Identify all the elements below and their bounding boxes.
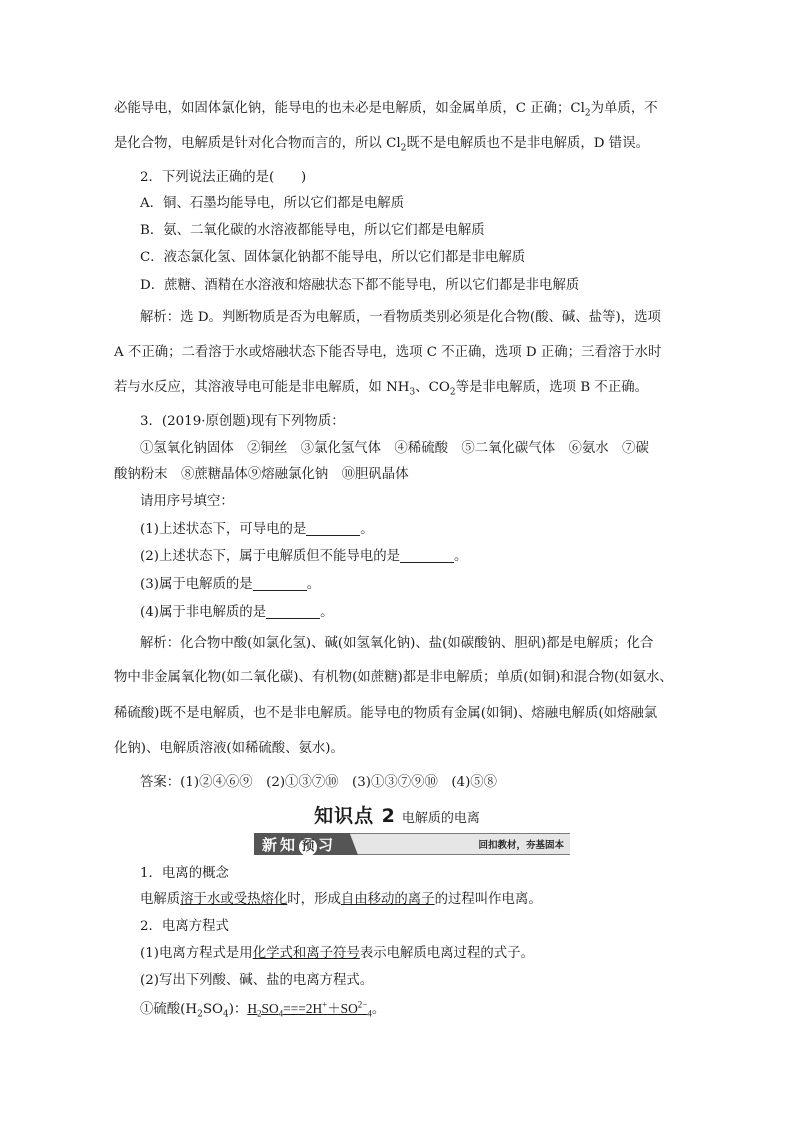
banner-tag-text: 新知 预 习	[262, 836, 337, 854]
banner-subtitle: 回扣教材，夯基固本	[478, 840, 564, 851]
text-line: 必能导电，如固体氯化钠，能导电的也未必是电解质，如金属单质，C 正确；$Cl_2$为单质，不	[114, 101, 658, 119]
question-3-items: 酸钠粉末 ⑧蔗糖晶体⑨熔融氯化钠 ⑩胆矾晶体	[114, 467, 409, 482]
analysis-3-line: 物中非金属氧化物(如二氧化碳)、有机物(如蔗糖)都是非电解质；单质(如铜)和混合物(如氨水、	[114, 670, 673, 685]
question-2: 2．下列说法正确的是( )	[140, 170, 307, 185]
knowledge-point-number: 知识点 2	[314, 805, 396, 827]
subquestion-1: (1)上述状态下，可导电的是 。	[140, 522, 374, 537]
text-line: 是化合物，电解质是针对化合物而言的，所以 $Cl_2$既不是电解质也不是非电解质，D 错误。	[114, 136, 649, 154]
option-d: D．蔗糖、酒精在水溶液和熔融状态下都不能导电，所以它们都是非电解质	[140, 278, 580, 293]
analysis-3-line: 解析：化合物中酸(如氯化氢)、碱(如氢氧化钠)、盐(如碳酸钠、胆矾)都是电解质；化合	[140, 636, 654, 651]
analysis-2-line: 若与水反应，其溶液导电可能是非电解质，如 $NH_3$、$CO_2$等是非电解质，选项 B 不正确。	[114, 380, 648, 398]
knowledge-point-heading	[0, 801, 794, 828]
option-c: C．液态氯化氢、固体氯化钠都不能导电，所以它们都是非电解质	[140, 250, 526, 265]
analysis-3-line: 化钠)、电解质溶液(如稀硫酸、氨水)。	[114, 741, 344, 756]
section-paragraph: (1)电离方程式是用化学式和离子符号表示电解质电离过程的式子。	[140, 946, 534, 961]
question-3-items: ①氢氧化钠固体 ②铜丝 ③氯化氢气体 ④稀硫酸 ⑤二氧化碳气体 ⑥氨水 ⑦碳	[140, 441, 649, 456]
answer-blank[interactable]	[306, 521, 360, 536]
answer-blank[interactable]	[400, 548, 454, 563]
analysis-2-line: A 不正确；二看溶于水或熔融状态下能否导电，选项 C 不正确，选项 D 正确；三看溶于水时	[114, 345, 662, 360]
section-heading-1: 1．电离的概念	[140, 866, 229, 881]
ionization-equation: ①硫酸$(H_2SO_4)$：$H_2SO_4===2H^++SO^{2-}_4$。	[140, 999, 386, 1020]
question-3: 3．(2019·原创题)现有下列物质：	[140, 414, 345, 429]
analysis-3-line: 稀硫酸)既不是电解质，也不是非电解质。能导电的物质有金属(如铜)、熔融电解质(如熔融氯	[114, 706, 658, 721]
subquestion-2: (2)上述状态下，属于电解质但不能导电的是 。	[140, 549, 468, 564]
answer-3: 答案：(1)②④⑥⑨ (2)①③⑦⑩ (3)①③⑦⑨⑩ (4)⑤⑧	[140, 775, 498, 790]
section-heading-2: 2．电离方程式	[140, 919, 229, 934]
circle-badge: 预	[299, 838, 317, 856]
section-paragraph: 电解质溶于水或受热熔化时，形成自由移动的离子的过程叫作电离。	[140, 892, 542, 907]
subquestion-3: (3)属于电解质的是 。	[140, 577, 321, 592]
section-banner	[254, 833, 570, 855]
answer-blank[interactable]	[253, 576, 307, 591]
subquestion-4: (4)属于非电解质的是 。	[140, 605, 334, 620]
knowledge-point-title: 电解质的电离	[401, 811, 480, 826]
fill-instruction: 请用序号填空：	[140, 494, 234, 509]
option-b: B．氨、二氧化碳的水溶液都能导电，所以它们都是电解质	[140, 223, 485, 238]
section-paragraph: (2)写出下列酸、碱、盐的电离方程式。	[140, 973, 374, 988]
answer-blank[interactable]	[266, 604, 320, 619]
option-a: A．铜、石墨均能导电，所以它们都是电解质	[140, 196, 405, 211]
analysis-2-line: 解析：选 D。判断物质是否为电解质，一看物质类别必须是化合物(酸、碱、盐等)，选项	[140, 310, 661, 325]
